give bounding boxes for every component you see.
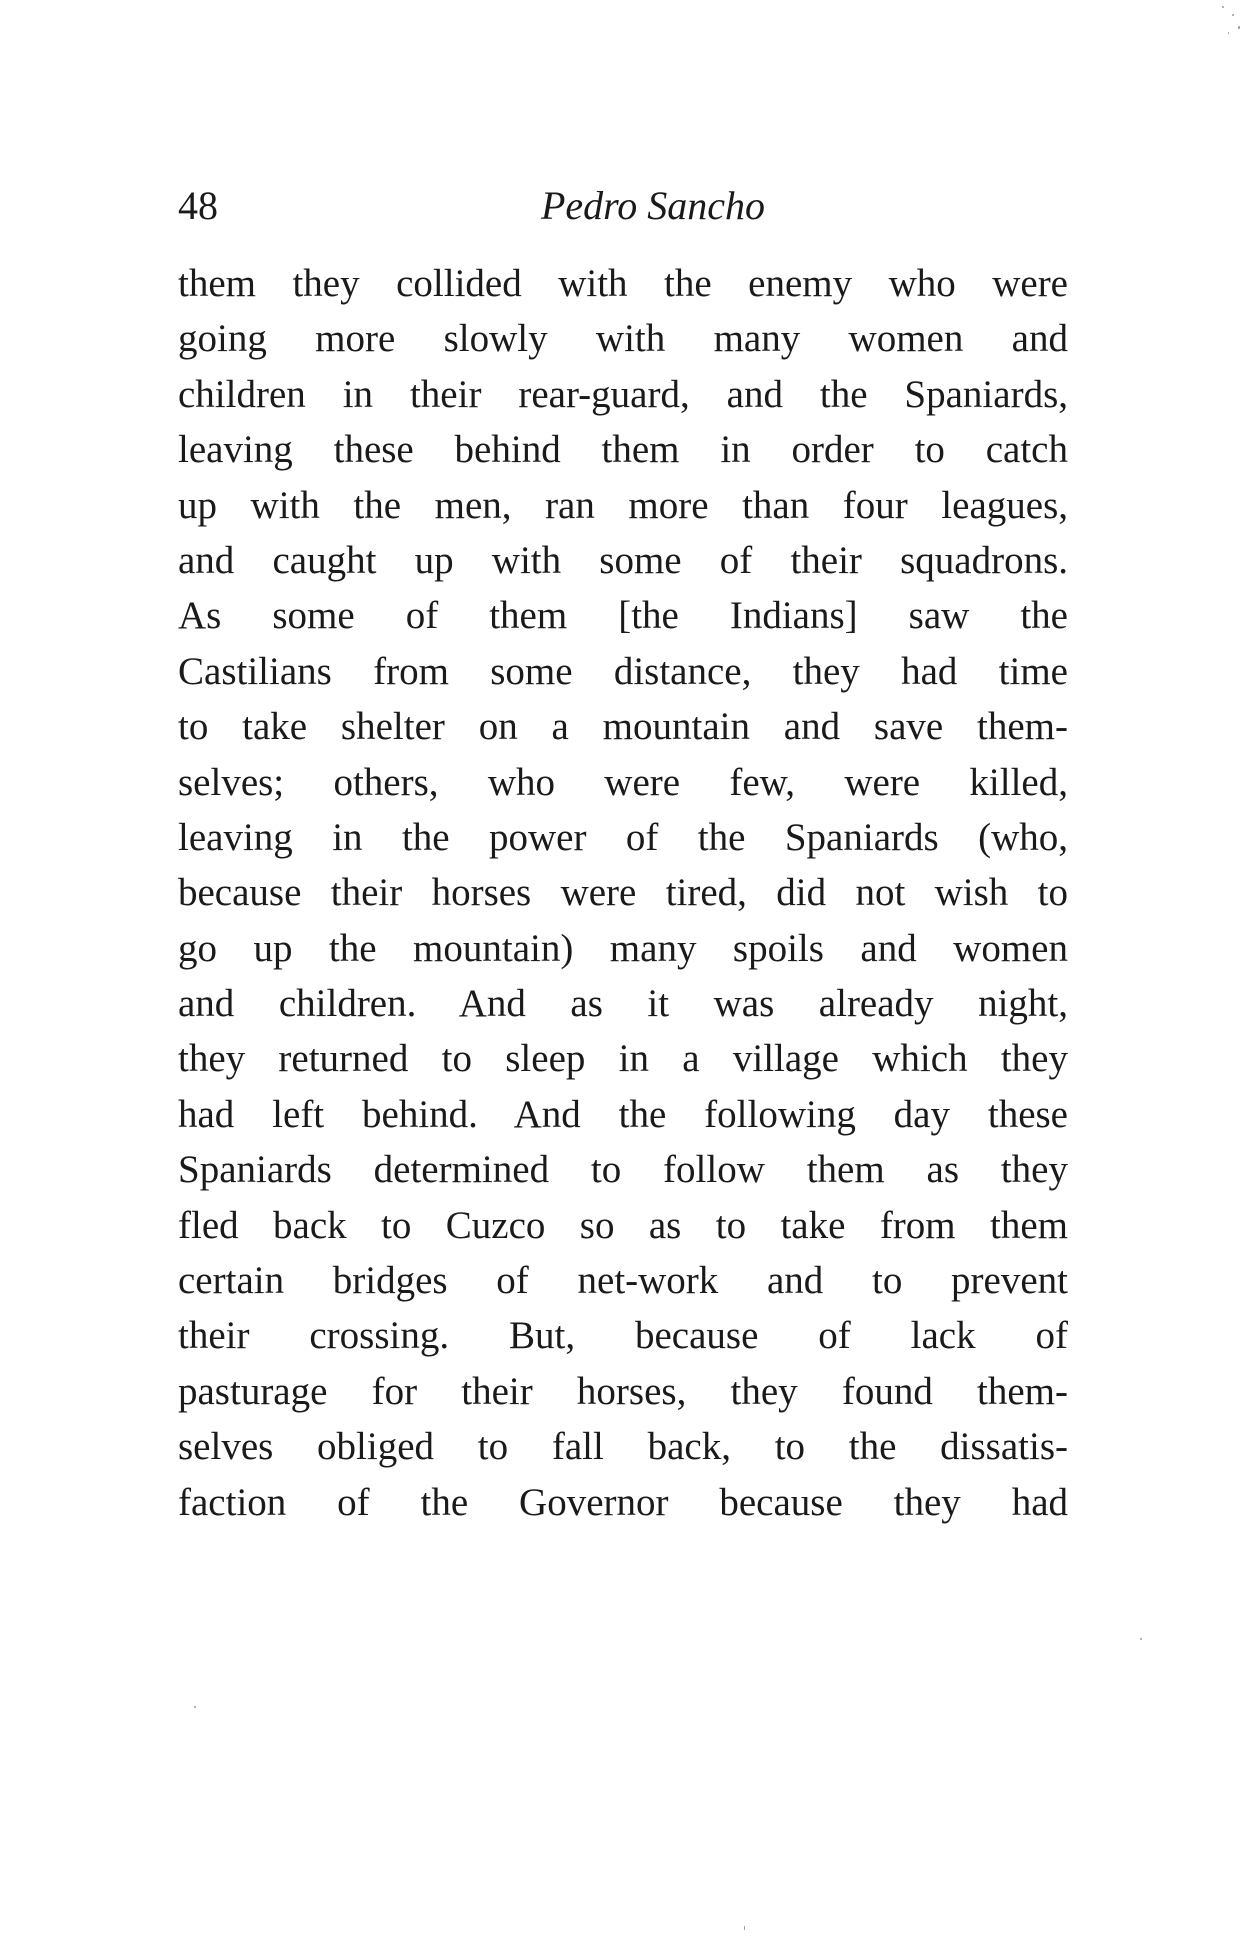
text-line: because their horses were tired, did not wish to [178, 871, 1068, 915]
text-line: Spaniards determined to follow them as they [178, 1148, 1068, 1192]
text-line: certain bridges of net-work and to prevent [178, 1259, 1068, 1303]
running-title: Pedro Sancho [540, 183, 766, 228]
scan-speck [744, 1926, 745, 1930]
text-line: up with the men, ran more than four leagues, [178, 483, 1068, 527]
text-line: and children. And as it was already night, [178, 982, 1068, 1026]
text-line: Castilians from some distance, they had time [178, 649, 1068, 693]
text-line: and caught up with some of their squadrons. [178, 538, 1068, 582]
text-line: them they collided with the enemy who were [178, 262, 1068, 305]
body-text [178, 256, 1068, 1530]
text-line: going more slowly with many women and [178, 317, 1068, 361]
text-line: faction of the Governor because they had [178, 1480, 1068, 1524]
scan-speck [1228, 32, 1229, 34]
text-line: children in their rear-guard, and the Spaniards, [178, 372, 1068, 416]
page-number: 48 [178, 183, 218, 228]
text-line: leaving these behind them in order to catch [178, 428, 1068, 472]
scan-speck [1232, 14, 1234, 16]
text-line: As some of them [the Indians] saw the [178, 594, 1068, 638]
text-line: go up the mountain) many spoils and women [178, 926, 1068, 970]
text-line: pasturage for their horses, they found them- [178, 1369, 1068, 1413]
text-line: leaving in the power of the Spaniards (who, [178, 815, 1068, 859]
text-line: fled back to Cuzco so as to take from them [178, 1203, 1068, 1247]
scan-speck [1238, 26, 1240, 29]
text-line: to take shelter on a mountain and save them- [178, 705, 1068, 749]
text-line: had left behind. And the following day these [178, 1092, 1068, 1136]
text-line: selves obliged to fall back, to the dissatis- [178, 1425, 1068, 1469]
scan-speck [1222, 6, 1224, 8]
scan-speck [1140, 1638, 1142, 1640]
text-line: their crossing. But, because of lack of [178, 1314, 1068, 1358]
running-head [178, 176, 1068, 236]
scan-speck [194, 1706, 196, 1708]
text-line: they returned to sleep in a village which they [178, 1037, 1068, 1081]
text-line: selves; others, who were few, were killed, [178, 760, 1068, 804]
